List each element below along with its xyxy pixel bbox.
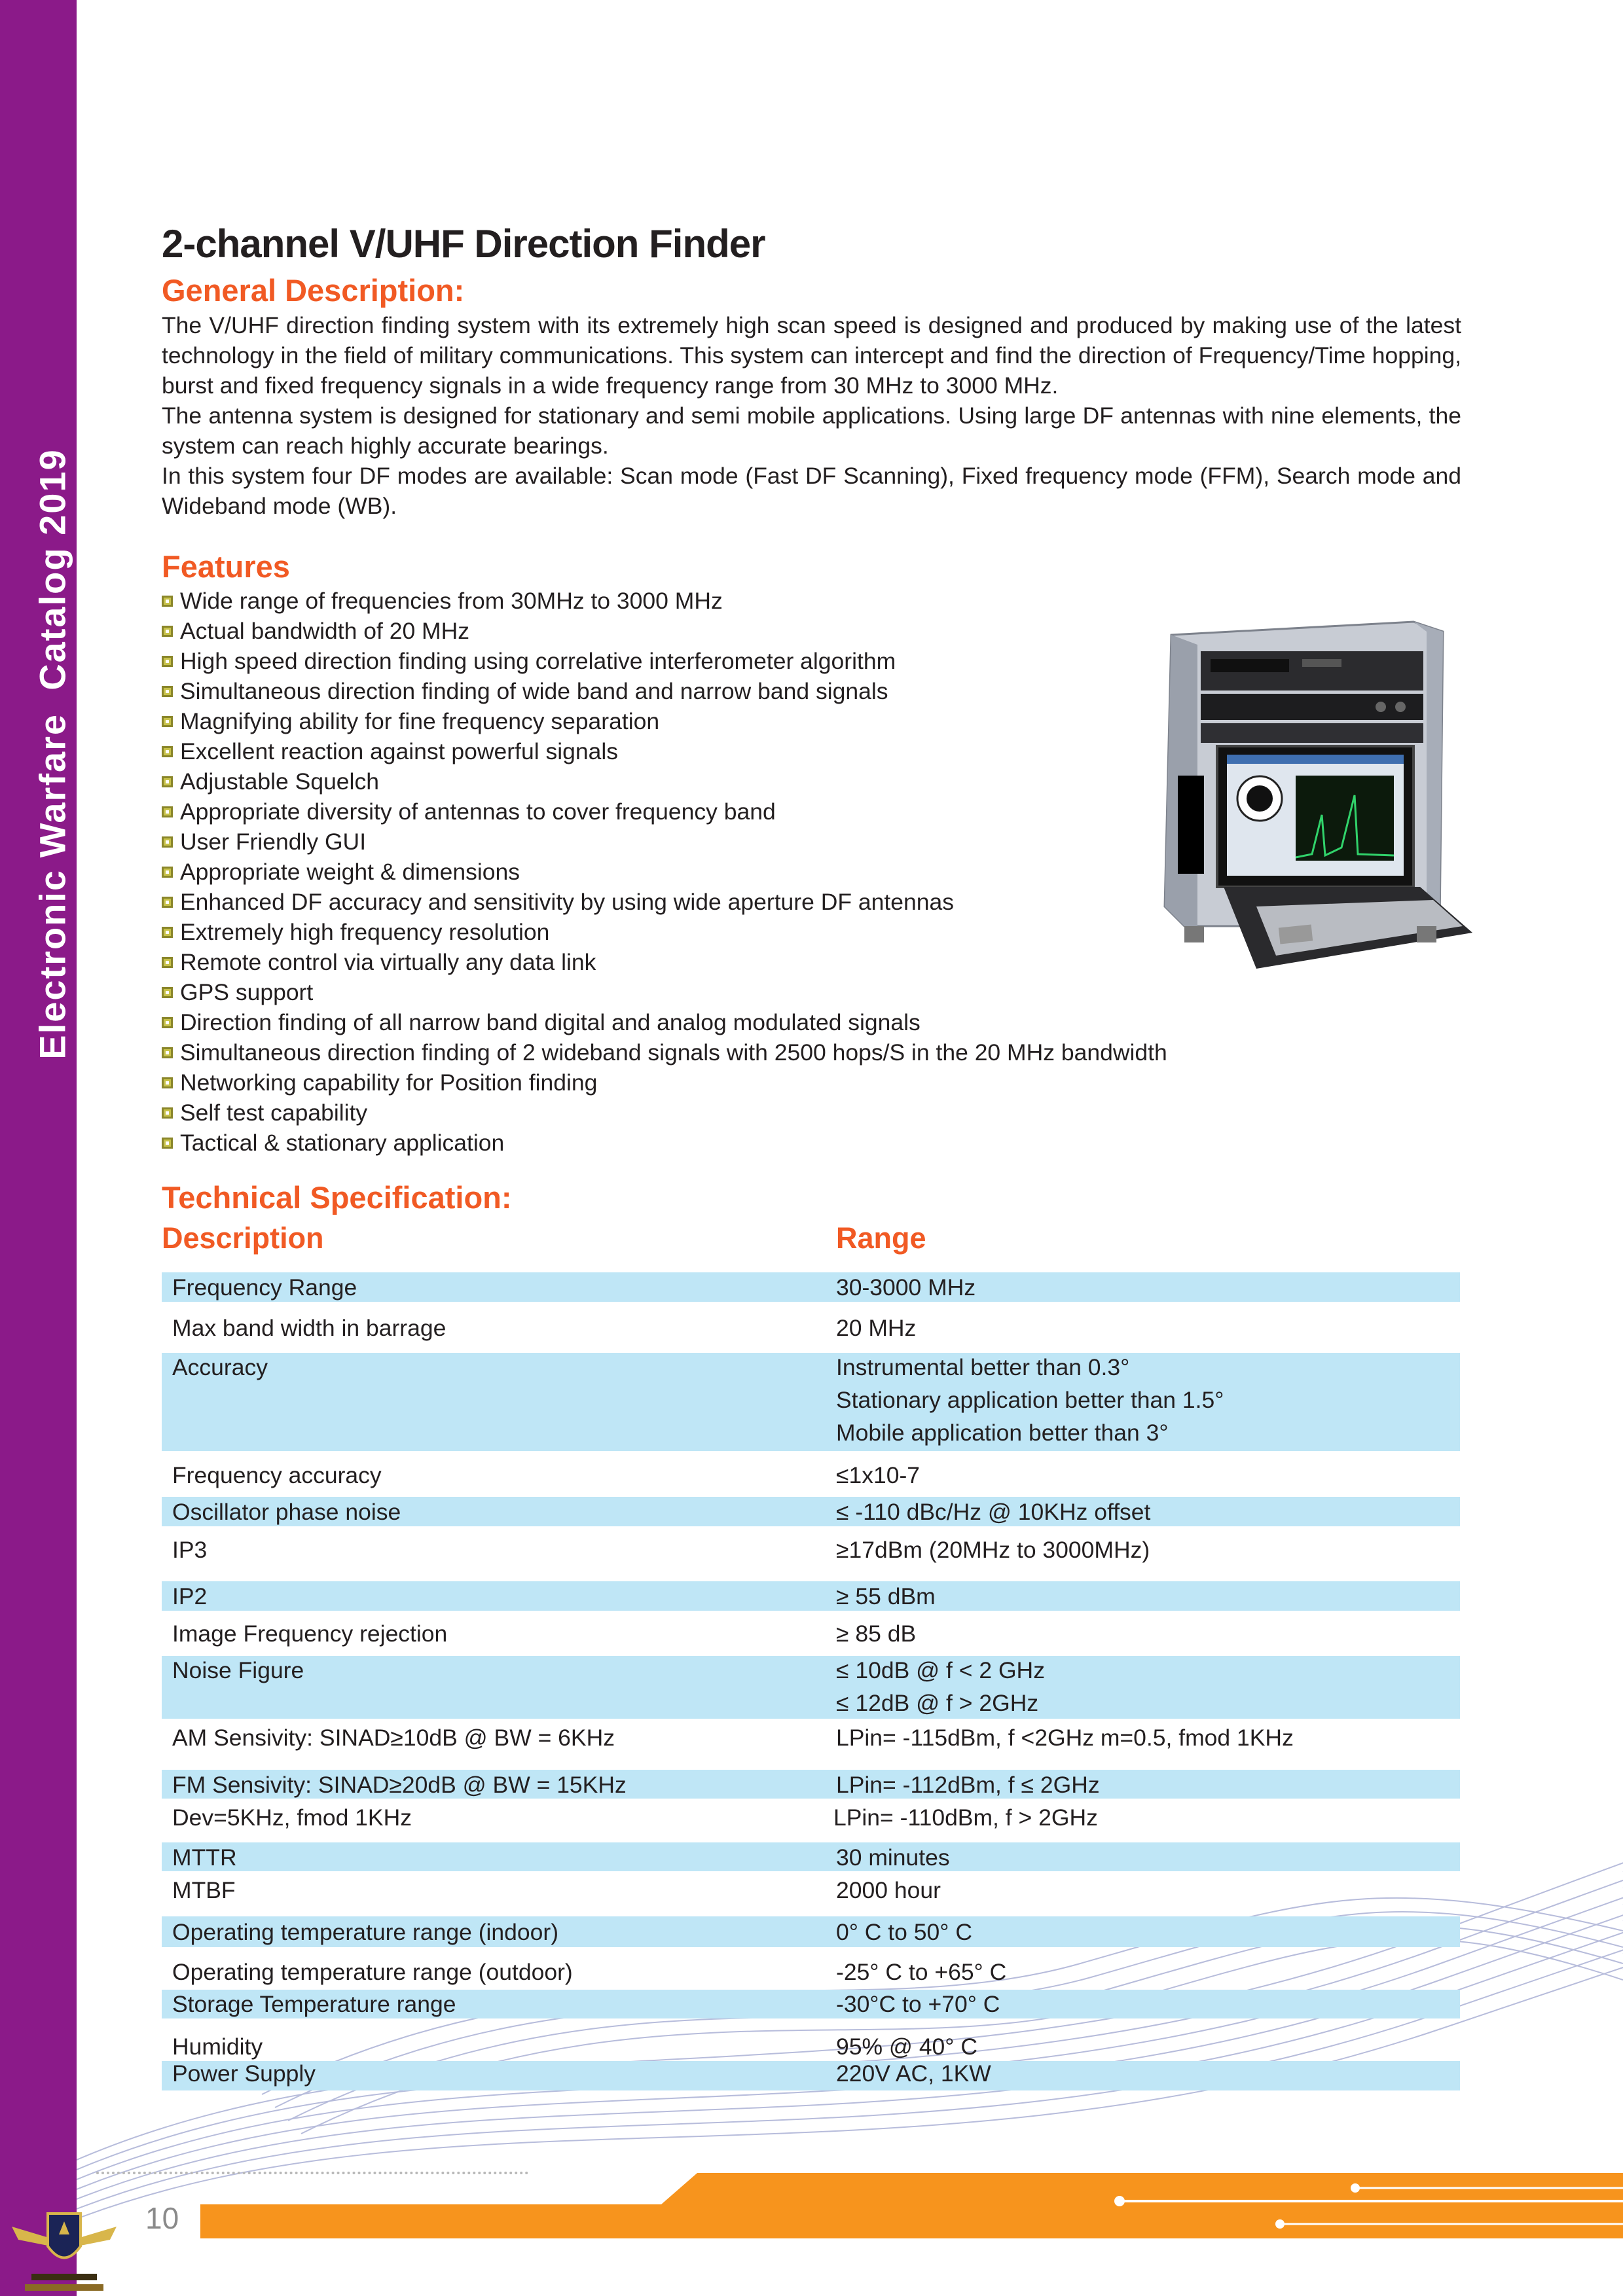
spec-range: LPin= -115dBm, f <2GHz m=0.5, fmod 1KHz [836,1725,1294,1751]
technical-specification-heading: Technical Specification: [162,1180,512,1215]
list-item: Self test capability [162,1098,1167,1128]
spec-description: Frequency accuracy [172,1462,382,1488]
spec-range: 0° C to 50° C [836,1919,972,1945]
spec-range: ≤ 10dB @ f < 2 GHz [836,1657,1045,1683]
spec-description: MTBF [172,1877,236,1903]
spec-description: FM Sensivity: SINAD≥20dB @ BW = 15KHz [172,1772,627,1798]
list-item: Adjustable Squelch [162,766,1167,797]
spec-range: Stationary application better than 1.5° [836,1387,1224,1413]
list-item: Extremely high frequency resolution [162,917,1167,947]
spec-range: ≥ 55 dBm [836,1583,936,1609]
spec-description: IP3 [172,1537,208,1563]
spec-description: Accuracy [172,1354,268,1380]
spec-description: IP2 [172,1583,208,1609]
spec-description: Operating temperature range (indoor) [172,1919,559,1945]
list-item: Tactical & stationary application [162,1128,1167,1158]
page-number: 10 [145,2201,179,2235]
spec-range: ≥17dBm (20MHz to 3000MHz) [836,1537,1150,1563]
spec-range: ≤ 12dB @ f > 2GHz [836,1690,1039,1716]
spec-range: 20 MHz [836,1315,917,1341]
spec-range: LPin= -110dBm, f > 2GHz [833,1804,1098,1831]
list-item: User Friendly GUI [162,827,1167,857]
spec-range: Mobile application better than 3° [836,1420,1169,1446]
list-item: Simultaneous direction finding of wide band and narrow band signals [162,676,1167,706]
spec-description: Image Frequency rejection [172,1621,448,1647]
spec-description: Noise Figure [172,1657,304,1683]
list-item: High speed direction finding using correlative interferometer algorithm [162,646,1167,676]
spec-range: ≤1x10-7 [836,1462,921,1488]
list-item: Magnifying ability for fine frequency separation [162,706,1167,736]
spec-description: Max band width in barrage [172,1315,447,1341]
spec-range: -25° C to +65° C [836,1959,1007,1985]
spec-description: Dev=5KHz, fmod 1KHz [172,1804,412,1831]
spec-description: MTTR [172,1844,237,1871]
spec-description: Power Supply [172,2060,316,2087]
features-heading: Features [162,549,290,584]
description-paragraph: In this system four DF modes are available: Scan mode (Fast DF Scanning), Fixed frequency mode (FFM), Search mode and Wideband mode (WB). [162,463,1461,519]
list-item: Appropriate weight & dimensions [162,857,1167,887]
list-item: Appropriate diversity of antennas to cover frequency band [162,797,1167,827]
spec-description: Humidity [172,2034,263,2060]
spec-range: Instrumental better than 0.3° [836,1354,1130,1380]
spec-range: ≤ -110 dBc/Hz @ 10KHz offset [836,1499,1151,1525]
list-item: Actual bandwidth of 20 MHz [162,616,1167,646]
list-item: Remote control via virtually any data link [162,947,1167,977]
spec-range: LPin= -112dBm, f ≤ 2GHz [836,1772,1100,1798]
spec-range: 220V AC, 1KW [836,2060,991,2087]
catalog-vertical-title: Electronic Warfare Catalog 2019 [31,448,73,1060]
description-paragraph: The V/UHF direction finding system with its extremely high scan speed is designed and produced by making use of the latest technology in the field of military communications. This system can intercept and find the direction of Frequency/Time hopping, burst and fixed frequency signals in a wide frequency range from 30 MHz to 3000 MHz. [162,312,1461,399]
spec-description: Operating temperature range (outdoor) [172,1959,573,1985]
spec-range: 95% @ 40° C [836,2034,977,2060]
range-column-header: Range [836,1221,926,1255]
description-column-header: Description [162,1221,324,1255]
spec-range: ≥ 85 dB [836,1621,917,1647]
spec-description: AM Sensivity: SINAD≥10dB @ BW = 6KHz [172,1725,615,1751]
list-item: GPS support [162,977,1167,1007]
spec-range: 30 minutes [836,1844,950,1871]
list-item: Enhanced DF accuracy and sensitivity by using wide aperture DF antennas [162,887,1167,917]
description-paragraph: The antenna system is designed for stationary and semi mobile applications. Using large DF antennas with nine elements, the system can reach highly accurate bearings. [162,403,1461,459]
list-item: Wide range of frequencies from 30MHz to 3000 MHz [162,586,1167,616]
general-description-heading: General Description: [162,273,465,308]
spec-description: Oscillator phase noise [172,1499,401,1525]
list-item: Direction finding of all narrow band digital and analog modulated signals [162,1007,1167,1037]
list-item: Networking capability for Position finding [162,1067,1167,1098]
list-item: Excellent reaction against powerful signals [162,736,1167,766]
spec-description: Storage Temperature range [172,1991,456,2017]
spec-description: Frequency Range [172,1274,357,1300]
spec-range: -30°C to +70° C [836,1991,1000,2017]
forum-logo-watermark [12,2207,117,2296]
spec-range: 30-3000 MHz [836,1274,976,1300]
page-title: 2-channel V/UHF Direction Finder [162,222,765,266]
spec-range: 2000 hour [836,1877,941,1903]
list-item: Simultaneous direction finding of 2 wideband signals with 2500 hops/S in the 20 MHz bandwidth [162,1037,1167,1067]
